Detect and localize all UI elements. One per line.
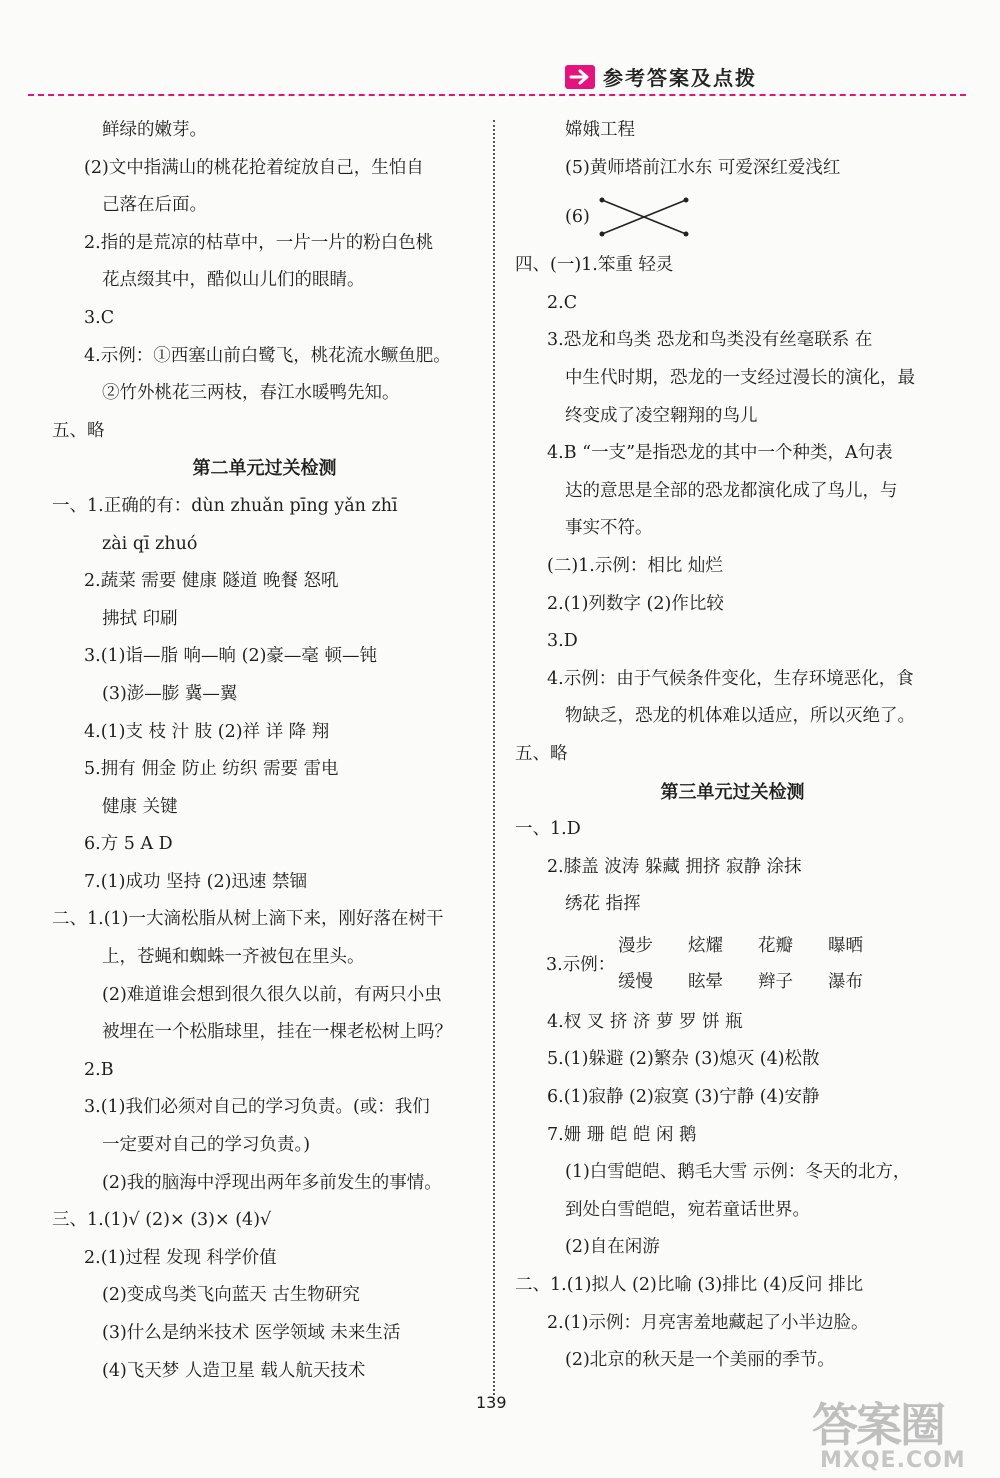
answer-line: (2)自在闲游 [565,1237,660,1258]
example-word: 花瓣 [758,935,793,956]
page-number: 139 [476,1393,507,1412]
example-word: 辫子 [758,971,793,992]
answer-line: 3.C [84,307,115,328]
right-mid-block [515,247,950,924]
example-word: 炫耀 [688,935,723,956]
answer-line: 4.示例：①西塞山前白鹭飞，桃花流水鳜鱼肥。 [84,345,451,366]
answer-line: 2.蔬菜 需要 健康 隧道 晚餐 怒吼 [84,571,339,592]
answer-line: 4.杈 叉 挤 济 萝 罗 饼 瓶 [547,1011,743,1032]
answer-line: 7.姗 珊 皑 皑 闲 鹅 [547,1124,697,1145]
right-bottom-block [515,1004,950,1380]
answer-line: 2.膝盖 波涛 躲藏 拥挤 寂静 涂抹 [547,856,802,877]
answer-line: 4.示例：由于气候条件变化，生存环境恶化，食 [547,668,914,689]
answer-line: 达的意思是全部的恐龙都演化成了鸟儿，与 [565,480,898,501]
matching-lines-icon [596,192,692,242]
answer-line: 2.(1)示例：月亮害羞地藏起了小半边脸。 [547,1312,869,1333]
answer-line: (二)1.示例：相比 灿烂 [547,555,723,576]
example-grid [515,924,950,1004]
answer-line: 一定要对自己的学习负责。) [102,1135,311,1156]
page-header [0,0,1000,100]
answer-line: 二、1.(1)一大滴松脂从树上滴下来，刚好落在树干 [52,909,444,930]
example-word: 曝晒 [828,935,863,956]
matching-item [515,187,950,247]
answer-line: 终变成了凌空翱翔的鸟儿 [565,405,758,426]
answer-line: 6.方 5 A D [84,834,173,855]
answer-line: 四、(一)1.笨重 轻灵 [515,255,674,276]
answer-line: 到处白雪皑皑，宛若童话世界。 [565,1199,810,1220]
watermark-text: 答案圈 [812,1398,944,1452]
answer-line: (5)黄师塔前江水东 可爱深红爱浅红 [565,157,841,178]
left-column [52,112,477,1390]
answer-line: ②竹外桃花三两枝，春江水暖鸭先知。 [102,383,400,404]
answer-line: (3)澎—膨 冀—翼 [102,683,238,704]
answer-line: zài qī zhuó [102,533,198,554]
example-word: 漫步 [618,935,653,956]
answer-line: 7.(1)成功 坚持 (2)迅速 禁锢 [84,871,307,892]
answer-line: (2)北京的秋天是一个美丽的季节。 [565,1350,835,1371]
answer-line: 三、1.(1)√ (2)× (3)× (4)√ [52,1210,272,1231]
example-word: 瀑布 [828,971,863,992]
answer-line: 5.拥有 佣金 防止 纺织 需要 雷电 [84,759,339,780]
answer-line: 3.恐龙和鸟类 恐龙和鸟类没有丝毫联系 在 [547,330,873,351]
answer-line: 5.(1)躲避 (2)繁杂 (3)熄灭 (4)松散 [547,1049,820,1070]
answer-line: 鲜绿的嫩芽。 [102,120,207,140]
answer-line: 健康 关键 [102,796,178,817]
answer-line: (3)什么是纳米技术 医学领域 未来生活 [102,1323,401,1343]
answer-line: 3.(1)我们必须对自己的学习负责。(或：我们 [84,1097,430,1118]
answer-line: 己落在后面。 [102,195,207,216]
header-divider [28,94,966,96]
matching-label: (6) [565,207,590,228]
right-top-block [515,112,950,187]
answer-line: 二、1.(1)拟人 (2)比喻 (3)排比 (4)反问 排比 [515,1275,864,1296]
answer-line: 2.B [84,1059,114,1080]
answer-line: (2)我的脑海中浮现出两年多前发生的事情。 [102,1172,442,1193]
section-title: 第二单元过关检测 [192,458,337,480]
right-column [515,112,950,1380]
answer-line: 3.(1)诣—脂 响—晌 (2)豪—毫 顿—钝 [84,646,377,667]
watermark-url: MXQE.COM [820,1448,966,1473]
answer-line: 中生代时期，恐龙的一支经过漫长的演化，最 [565,367,915,388]
answer-line: 五、略 [52,420,105,441]
answer-line: 2.(1)列数字 (2)作比较 [547,593,724,614]
example-grid-label: 3.示例： [546,955,616,976]
header-badge [565,62,757,91]
watermark-logo [812,1400,987,1475]
arrow-right-icon [565,65,595,89]
answer-line: 3.D [547,631,578,652]
answer-line: 2.指的是荒凉的枯草中，一片一片的粉白色桃 [84,232,434,253]
answer-line: 一、1.D [515,819,581,840]
answer-line: 4.(1)支 枝 汁 肢 (2)祥 详 降 翔 [84,721,330,742]
answer-line: 被埋在一个松脂球里，挂在一棵老松树上吗？ [102,1022,452,1043]
section-title: 第三单元过关检测 [660,781,805,803]
example-word: 眩晕 [688,971,723,992]
answer-line: 绣花 指挥 [565,894,641,915]
answer-line: 嫦娥工程 [565,120,635,140]
answer-line: (1)白雪皑皑、鹅毛大雪 示例：冬天的北方， [565,1162,911,1183]
answer-line: 4.B “一支”是指恐龙的其中一个种类，A句表 [547,443,893,464]
answer-line: 6.(1)寂静 (2)寂寞 (3)宁静 (4)安静 [547,1087,820,1108]
answer-line: 2.(1)过程 发现 科学价值 [84,1247,277,1268]
answer-line: 五、略 [515,743,568,764]
example-grid-cells [618,931,896,997]
answer-line: (2)难道谁会想到很久很久以前，有两只小虫 [102,984,442,1005]
answer-line: 一、1.正确的有：dùn zhuǎn pīng yǎn zhī [52,495,398,516]
column-divider [493,120,495,1395]
answer-line: (2)变成鸟类飞向蓝天 古生物研究 [102,1285,360,1306]
answer-line: 2.C [547,292,578,313]
answer-line: (2)文中指满山的桃花抢着绽放自己，生怕自 [84,157,424,178]
answer-line: 拂拭 印刷 [102,608,178,629]
answer-line: (4)飞天梦 人造卫星 载人航天技术 [102,1360,366,1381]
example-word: 缓慢 [618,971,653,992]
answer-line: 事实不符。 [565,518,653,539]
answer-line: 花点缀其中，酷似山儿们的眼睛。 [102,270,365,291]
answer-line: 上，苍蝇和蜘蛛一齐被包在里头。 [102,947,365,968]
answer-line: 物缺乏，恐龙的机体难以适应，所以灭绝了。 [565,706,915,727]
header-title: 参考答案及点拨 [603,66,757,90]
